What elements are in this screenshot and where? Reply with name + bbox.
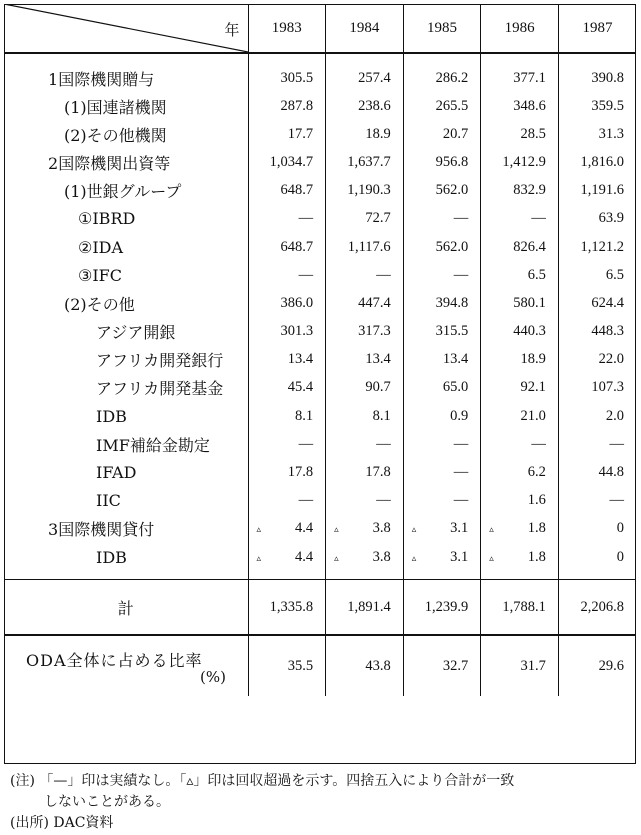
value-cell: 17.8 [326,458,404,486]
row-label-cell [4,177,248,205]
row-label-cell [4,205,248,233]
source-note: (出所) DAC資料 [10,815,114,831]
table-row [4,346,636,374]
note-line-2: しないことがある。 [44,794,170,810]
value-cell: 315.5 [403,318,481,346]
row-label-cell [4,53,248,92]
value-cell: 13.4 [326,346,404,374]
value-cell [248,543,326,580]
value-cell: 31.3 [558,120,636,148]
table-row [4,177,636,205]
negative-mark-icon: ▵ [256,552,262,563]
value-cell: 257.4 [326,53,404,92]
value-cell: 18.9 [326,120,404,148]
ratio-row [4,635,636,696]
row-label-cell [4,346,248,374]
value-cell: 348.6 [481,92,559,120]
value-cell: 287.8 [248,92,326,120]
cell-value: 3.8 [372,520,391,537]
year-header: 1985 [403,4,481,53]
diagonal-divider [4,4,248,52]
row-label-cell [4,458,248,486]
table-row [4,430,636,458]
value-cell: 8.1 [326,402,404,430]
value-cell: 359.5 [558,92,636,120]
table-row [4,233,636,261]
year-axis-label: 年 [224,21,240,39]
value-cell: 8.1 [248,402,326,430]
value-cell [403,543,481,580]
value-cell: — [326,487,404,515]
value-cell: — [403,487,481,515]
row-label: IMF補給金勘定 [96,435,210,455]
value-cell: 17.8 [248,458,326,486]
value-cell: 45.4 [248,374,326,402]
year-header: 1987 [558,4,636,53]
value-cell [403,515,481,543]
value-cell: 13.4 [403,346,481,374]
table-row [4,53,636,92]
value-cell: — [558,430,636,458]
value-cell: 826.4 [481,233,559,261]
row-label-cell [4,233,248,261]
row-label-cell [4,487,248,515]
row-label: ②IDA [78,237,124,257]
value-cell: 6.5 [481,261,559,289]
total-value: 1,788.1 [481,580,559,636]
value-cell: — [403,205,481,233]
value-cell: 1,637.7 [326,148,404,176]
row-label-cell [4,289,248,317]
table-row [4,487,636,515]
row-label: (1)国連諸機関 [64,97,167,117]
value-cell: 72.7 [326,205,404,233]
cell-value: 1.8 [527,520,546,537]
row-label-cell [4,515,248,543]
row-label-cell [4,120,248,148]
value-cell: 286.2 [403,53,481,92]
value-cell: 440.3 [481,318,559,346]
value-cell: 317.3 [326,318,404,346]
row-label: (2)その他機関 [64,125,167,145]
value-cell: 1,034.7 [248,148,326,176]
row-label-cell [4,402,248,430]
row-label-cell [4,261,248,289]
ratio-value: 43.8 [326,635,404,696]
value-cell: 648.7 [248,233,326,261]
value-cell: 956.8 [403,148,481,176]
value-cell: 377.1 [481,53,559,92]
ratio-label: ODA全体に占める比率 [26,651,203,671]
row-label: 3国際機関貸付 [48,520,155,540]
row-label: (2)その他 [64,294,135,314]
total-value: 1,335.8 [248,580,326,636]
value-cell: 624.4 [558,289,636,317]
negative-mark-icon: ▵ [334,524,339,535]
cell-value: 3.1 [450,520,469,537]
ratio-value: 35.5 [248,635,326,696]
row-label: IDB [96,406,127,426]
cell-value: 1.8 [527,548,546,565]
value-cell: — [558,487,636,515]
value-cell: — [248,261,326,289]
table-row [4,289,636,317]
value-cell: 92.1 [481,374,559,402]
value-cell: 562.0 [403,177,481,205]
row-label: 2国際機関出資等 [48,153,171,173]
value-cell: 832.9 [481,177,559,205]
value-cell: 63.9 [558,205,636,233]
row-label: ③IFC [78,265,123,285]
row-label: アフリカ開発基金 [96,379,224,399]
value-cell [326,515,404,543]
cell-value: 4.4 [294,548,314,565]
value-cell [481,515,559,543]
value-cell: 6.5 [558,261,636,289]
value-cell: 107.3 [558,374,636,402]
value-cell: 1,121.2 [558,233,636,261]
value-cell: 20.7 [403,120,481,148]
table-row [4,148,636,176]
negative-mark-icon: ▵ [411,552,417,563]
value-cell: 18.9 [481,346,559,374]
value-cell [481,543,559,580]
table-row [4,261,636,289]
value-cell: 90.7 [326,374,404,402]
value-cell: 305.5 [248,53,326,92]
year-header: 1986 [481,4,559,53]
value-cell: 0 [558,543,636,580]
total-value: 2,206.8 [558,580,636,636]
value-cell: 21.0 [481,402,559,430]
row-label: IIC [96,491,121,511]
value-cell: — [403,261,481,289]
total-row [4,580,636,636]
value-cell: 1,412.9 [481,148,559,176]
value-cell: — [326,261,404,289]
cell-value: 3.8 [372,548,391,565]
value-cell [248,515,326,543]
value-cell [326,543,404,580]
value-cell: 648.7 [248,177,326,205]
value-cell: 1,190.3 [326,177,404,205]
value-cell: 13.4 [248,346,326,374]
cell-value: 3.1 [450,548,469,565]
value-cell: 1,816.0 [558,148,636,176]
ratio-unit: (%) [200,668,226,687]
row-label-cell [4,318,248,346]
cell-value: 4.4 [294,520,314,537]
row-label-cell [4,92,248,120]
value-cell: 390.8 [558,53,636,92]
value-cell: 238.6 [326,92,404,120]
total-label: 計 [4,580,248,636]
table-row [4,402,636,430]
value-cell: — [248,487,326,515]
value-cell: 1.6 [481,487,559,515]
negative-mark-icon: ▵ [489,552,494,563]
row-label: アフリカ開発銀行 [96,351,224,371]
table-row [4,120,636,148]
row-label: 1国際機関贈与 [48,69,155,89]
row-label: ①IBRD [78,209,136,229]
row-label: IDB [96,547,127,567]
row-label-cell [4,374,248,402]
negative-mark-icon: ▵ [334,552,339,563]
table-row [4,92,636,120]
value-cell: 0 [558,515,636,543]
negative-mark-icon: ▵ [411,524,417,535]
ratio-value: 32.7 [403,635,481,696]
value-cell: — [403,430,481,458]
table-row [4,205,636,233]
year-header: 1984 [326,4,404,53]
value-cell: 394.8 [403,289,481,317]
value-cell: 28.5 [481,120,559,148]
total-value: 1,239.9 [403,580,481,636]
table-row [4,515,636,543]
value-cell: 562.0 [403,233,481,261]
value-cell: — [481,430,559,458]
table-row [4,543,636,580]
table-header-row [4,4,636,53]
row-label-cell [4,148,248,176]
value-cell: 22.0 [558,346,636,374]
negative-mark-icon: ▵ [256,524,262,535]
value-cell: 17.7 [248,120,326,148]
value-cell: 6.2 [481,458,559,486]
header-corner-cell [4,4,248,53]
value-cell: 1,117.6 [326,233,404,261]
value-cell: 301.3 [248,318,326,346]
year-header: 1983 [248,4,326,53]
value-cell: 2.0 [558,402,636,430]
value-cell: — [326,430,404,458]
value-cell: — [403,458,481,486]
value-cell: 265.5 [403,92,481,120]
value-cell: 447.4 [326,289,404,317]
row-label: アジア開銀 [96,323,176,343]
row-label-cell [4,543,248,580]
value-cell: 44.8 [558,458,636,486]
data-table [4,4,636,696]
negative-mark-icon: ▵ [489,524,494,535]
value-cell: — [248,205,326,233]
ratio-value: 29.6 [558,635,636,696]
value-cell: 1,191.6 [558,177,636,205]
ratio-label-cell [4,635,248,696]
row-label-cell [4,430,248,458]
total-value: 1,891.4 [326,580,404,636]
value-cell: 0.9 [403,402,481,430]
value-cell: — [248,430,326,458]
table-row [4,374,636,402]
row-label: (1)世銀グループ [64,182,182,202]
value-cell: 448.3 [558,318,636,346]
table-row [4,458,636,486]
value-cell: 386.0 [248,289,326,317]
note-line-1: (注) 「—」印は実績なし。「▵」印は回収超過を示す。四捨五入により合計が一致 [10,773,515,789]
ratio-value: 31.7 [481,635,559,696]
row-label: IFAD [96,463,137,483]
value-cell: 65.0 [403,374,481,402]
table-row [4,318,636,346]
value-cell: — [481,205,559,233]
value-cell: 580.1 [481,289,559,317]
